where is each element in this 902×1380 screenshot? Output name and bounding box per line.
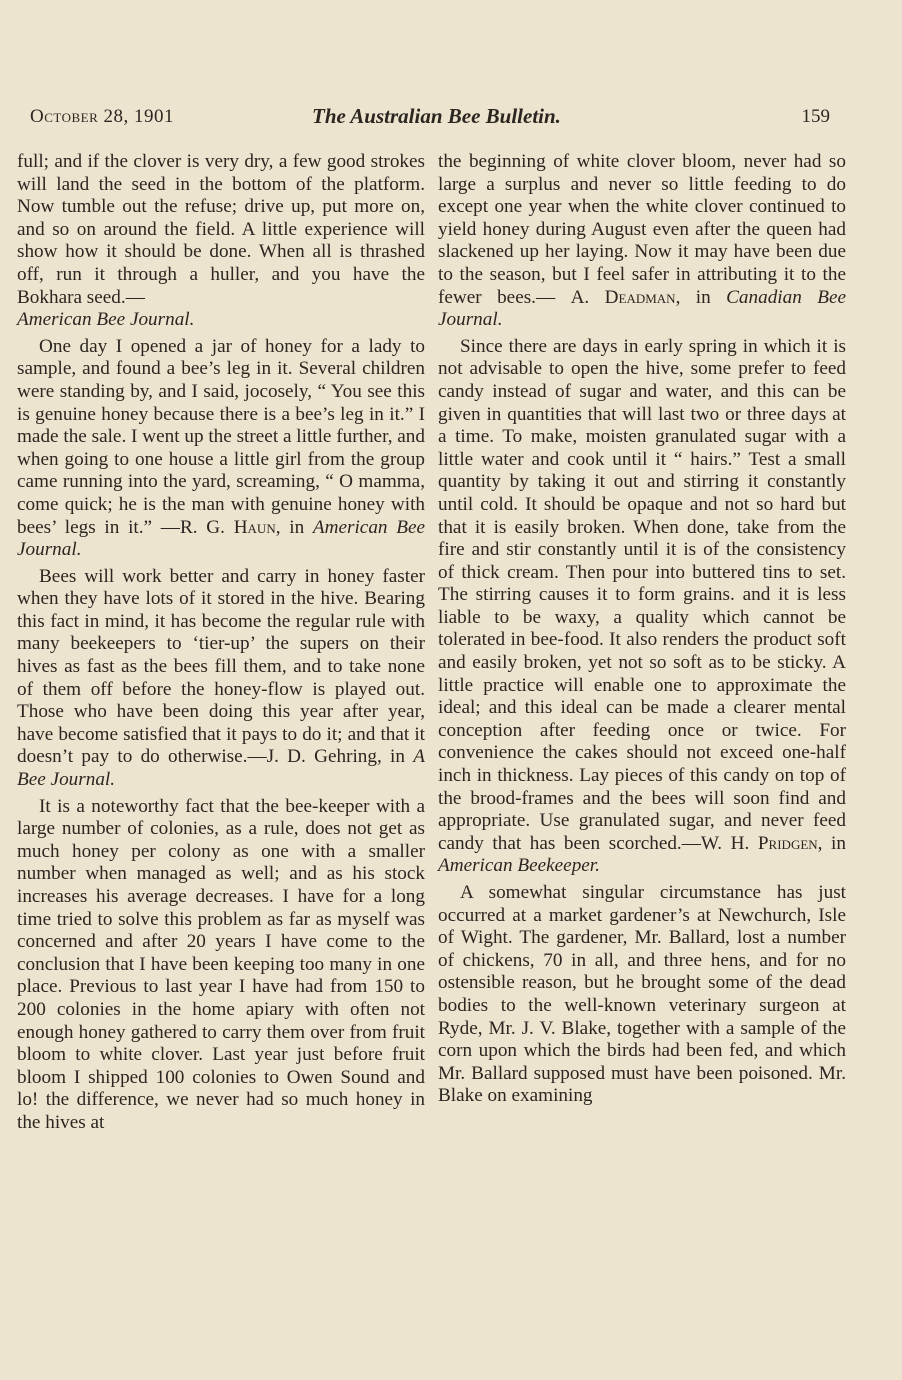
paragraph xyxy=(17,336,425,562)
paragraph-text: Bees will work better and carry in honey faster when they have lots of it stored in the hive. Bearing this fact in mind, it has become the regular rule with many beekeepers to ‘tier-up’ the supers on their hives as fast as the bees fill them, and to take none of them off before the honey-flow is played out. Those who have been doing this year after year, have become satisfied that it pays to do it; and that it doesn’t pay to do otherwise.—J. D. Gehring, in xyxy=(17,565,425,768)
paragraph-text: , in xyxy=(817,832,846,854)
paragraph-text: , in xyxy=(275,516,313,538)
source-citation: A Bee Journal. xyxy=(17,746,425,791)
issue-date: October 28, 1901 xyxy=(30,106,175,127)
source-citation: American Beekeeper. xyxy=(438,855,600,877)
author-name: A. Deadman xyxy=(570,286,676,308)
page-header xyxy=(30,104,830,134)
left-column xyxy=(17,151,425,1135)
right-column xyxy=(438,151,846,1108)
source-citation: Canadian Bee Journal. xyxy=(438,286,846,331)
paragraph xyxy=(17,796,425,1135)
source-citation: American Bee Journal. xyxy=(17,516,425,561)
paragraph-text: the beginning of white clover bloom, never had so large a surplus and never so little feeding to do except one year when the white clover continued to yield honey during August even after the queen had slackened up her laying. Now it may have been due to the season, but I feel safer in attributing it to the fewer bees.— xyxy=(438,151,846,308)
publication-title: The Australian Bee Bulletin. xyxy=(312,104,561,128)
paragraph-text: A somewhat singular circumstance has just occurred at a market gardener’s at Newchurch, Isle of Wight. The gardener, Mr. Ballard, lost a number of chickens, 70 in all, and three hens, and for no ostensible reason, but he brought some of the dead bodies to the well-known veterinary surgeon at Ryde, Mr. J. V. Blake, together with a sample of the corn upon which the birds had been fed, and which Mr. Ballard supposed must have been poisoned. Mr. Blake on examining xyxy=(438,882,846,1107)
paragraph xyxy=(17,151,425,332)
paragraph-text: full; and if the clover is very dry, a few good strokes will land the seed in the bottom of the platform. Now tumble out the refuse; drive up, put more on, and so on around the field. A little experience will show how it should be done. When all is thrashed off, run it through a huller, and you have the Bokhara seed.— xyxy=(17,151,425,308)
paragraph-text: , in xyxy=(675,286,727,308)
author-name: R. G. Haun xyxy=(179,516,276,538)
paragraph-text: One day I opened a jar of honey for a lady to sample, and found a bee’s leg in it. Several children were standing by, and I said, jocosely, “ You see this is genuine honey because there is a bee’s leg in it.” I made the sale. I went up the street a little further, and when going to one house a little girl from the group came running into the yard, screaming, “ O mamma, come quick; he is the man with genuine honey with bees’ legs in it.” — xyxy=(17,335,425,538)
page-number: 159 xyxy=(801,106,830,127)
paragraph xyxy=(17,566,425,792)
paragraph xyxy=(438,151,846,332)
paragraph-text: It is a noteworthy fact that the bee-keeper with a large number of colonies, as a rule, does not get as much honey per colony as one with a smaller number when managed as well; and as his stock increases his average decreases. I have for a long time tried to solve this problem as far as myself was concerned and after 20 years I have come to the conclusion that I have been keeping too many in one place. Previous to last year I have had from 150 to 200 colonies in the home apiary with often not enough honey gathered to carry them over from fruit bloom to white clover. Last year just before fruit bloom I shipped 100 colonies to Owen Sound and lo! the difference, we never had so much honey in the hives at xyxy=(17,795,425,1133)
paragraph-text: Since there are days in early spring in which it is not advisable to open the hive, some prefer to feed candy instead of sugar and water, and this can be given in quantities that will last two or three days at a time. To make, moisten granulated sugar with a little water and cook until it “ hairs.” Test a small quantity by taking it out and stirring it constantly until cold. It should be opaque and not so hard but that it is easily broken. When done, take from the fire and stir constantly until it is of the consistency of thick cream. Then pour into buttered tins to set. The stirring causes it to form grains. and it is less liable to be waxy, a quality which cannot be tolerated in bee-food. It also renders the product soft and easily broken, yet not so soft as to be sticky. A little practice will enable one to approximate the ideal; and this ideal can be made a clearer mental conception after feeding once or twice. For convenience the cakes should not exceed one-half inch in thickness. Lay pieces of this candy on top of the brood-frames and the bees will soon find and appropriate. Use granulated sugar, and never feed candy that has been scorched.—W. H. xyxy=(438,335,846,854)
paragraph xyxy=(438,882,846,1108)
source-citation: American Bee Journal. xyxy=(17,309,195,331)
author-name: Pridgen xyxy=(757,832,818,854)
paragraph xyxy=(438,336,846,878)
